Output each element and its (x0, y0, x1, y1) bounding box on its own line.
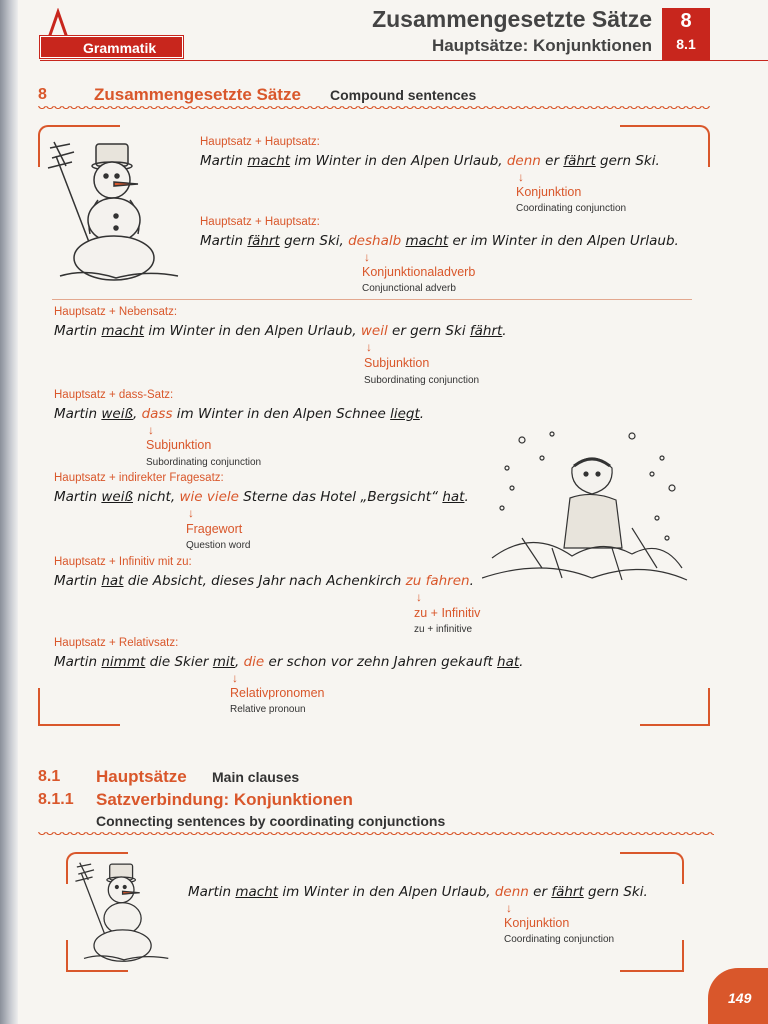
example-4-sentence (54, 406, 424, 422)
chapter-number: 8 (680, 10, 692, 32)
text: die Skier (145, 654, 213, 670)
section-811-underline (38, 832, 714, 838)
text: Martin (54, 489, 102, 505)
section-81-english: Main clauses (212, 769, 300, 785)
text: . (469, 573, 474, 589)
section-811-number: 8.1.1 (38, 791, 74, 808)
text: . (519, 654, 524, 670)
header-rule (40, 60, 768, 61)
arrow-down-icon: ↓ (188, 506, 194, 520)
conjunction: deshalb (348, 233, 402, 249)
example-6-label: Hauptsatz + Infinitiv mit zu: (54, 556, 192, 568)
section-tab-label: Grammatik (83, 40, 157, 56)
text: . (502, 323, 507, 339)
snowman-illustration (46, 136, 186, 291)
chapter-subnumber: 8.1 (676, 36, 696, 52)
snowman-small-illustration (74, 856, 174, 973)
example-5-label: Hauptsatz + indirekter Fragesatz: (54, 472, 224, 484)
verb: macht (101, 323, 145, 339)
conjunction: wie viele (179, 489, 239, 505)
section-81-number: 8.1 (38, 768, 61, 785)
verb: hat (101, 573, 124, 589)
child-in-snow-illustration (482, 428, 692, 603)
conjunction: zu fahren (405, 573, 470, 589)
example-5-term: Fragewort (186, 522, 243, 536)
arrow-down-icon: ↓ (518, 170, 524, 184)
verb: macht (247, 153, 291, 169)
text: im Winter in den Alpen Urlaub, (278, 884, 495, 900)
arrow-down-icon: ↓ (506, 901, 512, 915)
box2-corner-top-right (620, 852, 684, 884)
text: Martin (54, 654, 102, 670)
verb: fährt (469, 323, 503, 339)
example-7-sentence (54, 654, 523, 670)
text: nicht, (132, 489, 180, 505)
section-8-title: Zusammengesetzte Sätze (94, 85, 301, 104)
example-7-translation: Relative pronoun (230, 704, 306, 715)
example-81-sentence (188, 884, 648, 900)
example-1-sentence (200, 153, 660, 169)
conjunction: denn (506, 153, 541, 169)
text: im Winter in den Alpen Urlaub, (144, 323, 361, 339)
text: , (132, 406, 142, 422)
text: im Winter in den Alpen Schnee (172, 406, 391, 422)
verb: hat (497, 654, 520, 670)
verb: fährt (551, 884, 584, 900)
page-title: Zusammengesetzte Sätze (372, 6, 652, 32)
box-corner-bottom-left (38, 688, 120, 726)
example-1-label: Hauptsatz + Hauptsatz: (200, 136, 320, 148)
example-3-translation: Subordinating conjunction (364, 375, 480, 386)
verb: macht (235, 884, 279, 900)
text: . (464, 489, 469, 505)
text: er schon vor zehn Jahren gekauft (264, 654, 498, 670)
example-6-sentence (54, 573, 474, 589)
text: Sterne das Hotel „Bergsicht“ (238, 489, 443, 505)
text: er (540, 153, 564, 169)
text: Martin (200, 153, 248, 169)
section-8-english: Compound sentences (330, 87, 477, 103)
verb: fährt (247, 233, 280, 249)
conjunction: dass (141, 406, 173, 422)
arrow-down-icon: ↓ (148, 423, 154, 437)
arrow-down-icon: ↓ (416, 590, 422, 604)
arrow-down-icon: ↓ (364, 250, 370, 264)
example-6-translation: zu + infinitive (414, 624, 473, 635)
section-811-english: Connecting sentences by coordinating conjunctions (96, 813, 446, 829)
example-1-translation: Coordinating conjunction (516, 203, 627, 214)
verb: nimmt (101, 654, 146, 670)
arrow-down-icon: ↓ (232, 671, 238, 685)
example-2-label: Hauptsatz + Hauptsatz: (200, 216, 320, 228)
text: Martin (54, 406, 102, 422)
text: Martin (188, 884, 236, 900)
example-6-term: zu + Infinitiv (414, 606, 481, 620)
verb: hat (442, 489, 465, 505)
example-3-label: Hauptsatz + Nebensatz: (54, 306, 178, 318)
page-number-tab (708, 968, 768, 1024)
example-5-translation: Question word (186, 540, 251, 551)
text: er im Winter in den Alpen Urlaub. (448, 233, 679, 249)
text: gern Ski. (583, 884, 648, 900)
book-spine (0, 0, 18, 1024)
verb: weiß (101, 406, 133, 422)
example-4-translation: Subordinating conjunction (146, 457, 262, 468)
section-81-title: Hauptsätze (96, 767, 187, 786)
arrow-down-icon: ↓ (366, 340, 372, 354)
text: er gern Ski (387, 323, 470, 339)
example-3-term: Subjunktion (364, 356, 430, 370)
box2-corner-bottom-right (620, 940, 684, 972)
text: im Winter in den Alpen Urlaub, (290, 153, 507, 169)
text: gern Ski, (279, 233, 349, 249)
example-1-term: Konjunktion (516, 185, 582, 199)
box-separator (52, 299, 692, 300)
verb: weiß (101, 489, 133, 505)
verb: fährt (563, 153, 596, 169)
verb: macht (405, 233, 449, 249)
section-8-number: 8 (38, 86, 47, 103)
example-4-term: Subjunktion (146, 438, 212, 452)
section-tab (40, 36, 183, 58)
section-8-underline (38, 106, 710, 112)
text: die Absicht, dieses Jahr nach Achenkirch (123, 573, 406, 589)
text: Martin (200, 233, 248, 249)
conjunction: die (243, 654, 265, 670)
text: Martin (54, 323, 102, 339)
page-number: 149 (728, 990, 752, 1006)
text: , (234, 654, 244, 670)
example-5-sentence (54, 489, 469, 505)
section-811-title: Satzverbindung: Konjunktionen (96, 790, 353, 809)
example-2-translation: Conjunctional adverb (362, 283, 456, 294)
example-7-term: Relativpronomen (230, 686, 325, 700)
text: Martin (54, 573, 102, 589)
example-81-term: Konjunktion (504, 916, 570, 930)
example-2-term: Konjunktionaladverb (362, 265, 476, 279)
chapter-badge (662, 8, 710, 60)
example-81-translation: Coordinating conjunction (504, 934, 615, 945)
verb: liegt (390, 406, 420, 422)
page-subtitle: Hauptsätze: Konjunktionen (431, 36, 652, 55)
example-2-sentence (200, 233, 679, 249)
conjunction: weil (360, 323, 388, 339)
example-3-sentence (54, 323, 507, 339)
text: . (419, 406, 425, 422)
text: gern Ski. (595, 153, 660, 169)
box-corner-bottom-right (640, 688, 710, 726)
example-7-label: Hauptsatz + Relativsatz: (54, 637, 179, 649)
text: er (528, 884, 552, 900)
conjunction: denn (494, 884, 529, 900)
verb-particle: mit (212, 654, 235, 670)
example-4-label: Hauptsatz + dass-Satz: (54, 389, 174, 401)
